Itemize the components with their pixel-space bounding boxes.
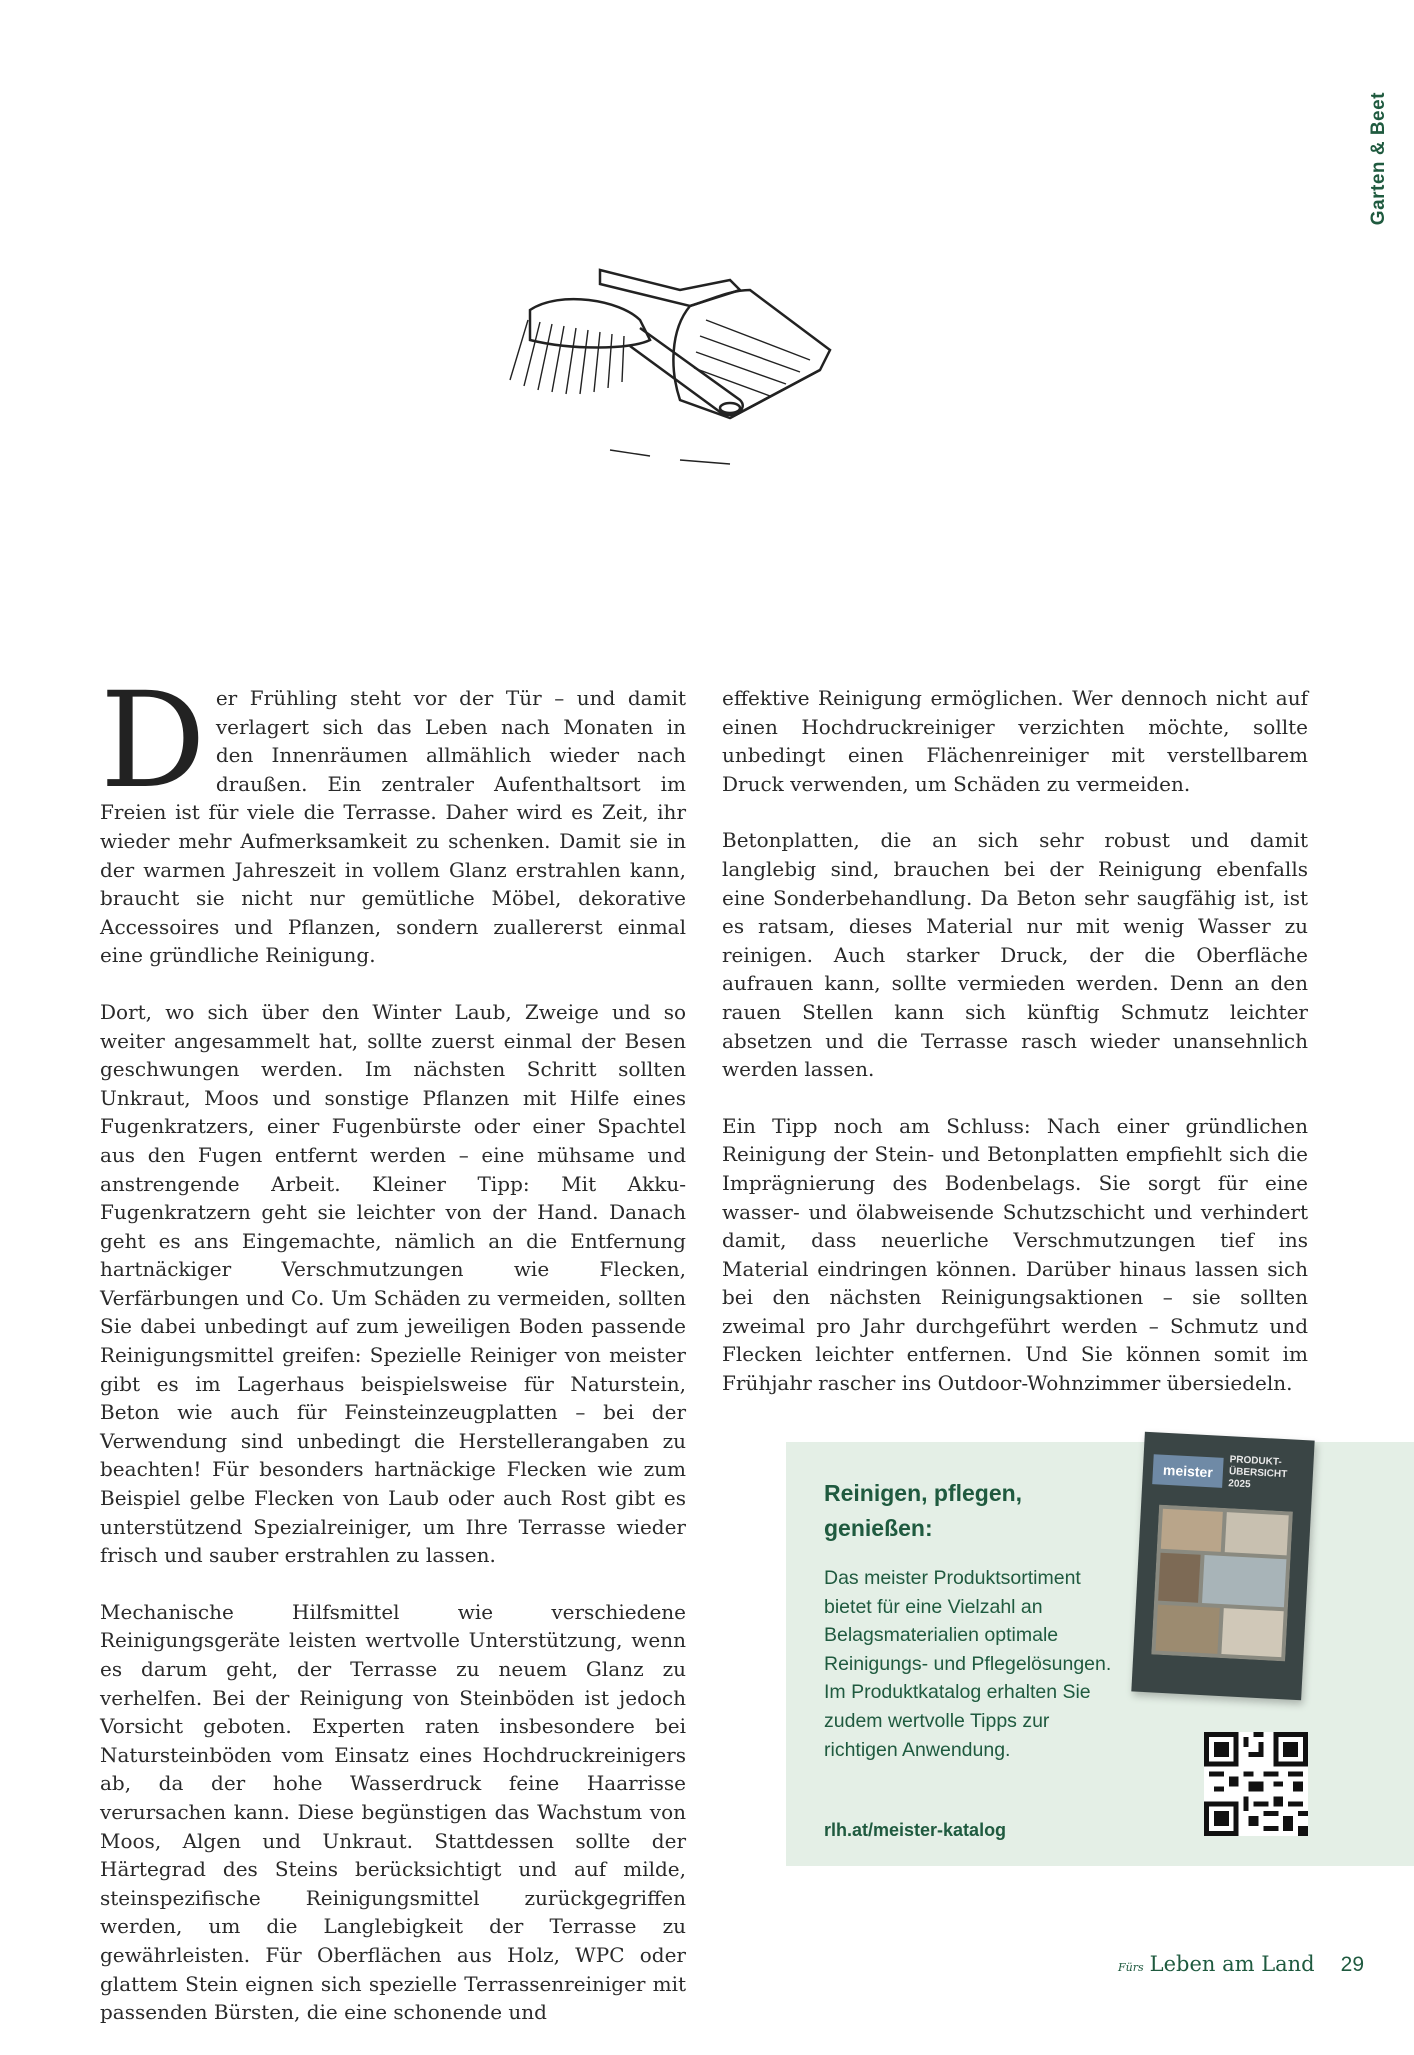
magazine-title: Leben am Land	[1149, 1952, 1315, 1976]
section-label: Garten & Beet	[1368, 92, 1389, 226]
catalog-logo: meister	[1152, 1454, 1223, 1488]
footer-prefix: Fürs	[1118, 1961, 1144, 1974]
page-number: 29	[1340, 1953, 1364, 1976]
article-paragraph: effektive Reinigung ermöglichen. Wer dennoch nicht auf einen Hochdruckreiniger verzichten möchte, sollte unbedingt einen Flächenreiniger mit verstellbarem Druck verwenden, um Schäden zu vermeiden.	[722, 686, 1308, 796]
page-footer	[1118, 1952, 1364, 1982]
info-heading: Reinigen, pflegen, genießen:	[824, 1480, 1023, 1541]
catalog-photo-collage	[1151, 1505, 1293, 1662]
article-paragraph: Mechanische Hilfsmittel wie verschiedene Reinigungsgeräte leisten wertvolle Unterstützung, wenn es darum geht, der Terrasse zu neuem Glanz zu verhelfen. Bei der Reinigung von Steinböden ist jedoch Vorsicht geboten. Experten raten insbesondere bei Natursteinböden vom Einsatz eines Hochdruckreinigers ab, da der hohe Wasserdruck feine Haarrisse verursachen kann. Diese begünstigen das Wachstum von Moos, Algen und Unkraut. Stattdessen sollte der Härtegrad des Steins berücksichtigt und auf milde, steinspezifische Reinigungsmittel zurückgegriffen werden, um die Langlebigkeit der Terrasse zu gewährleisten. Für Oberflächen aus Holz, WPC oder glattem Stein eignen sich spezielle Terrassenreiniger mit passenden Bürsten, die eine schonende und	[100, 1599, 686, 2025]
article-paragraph: Ein Tipp noch am Schluss: Nach einer gründlichen Reinigung der Stein- und Betonplatten empfiehlt sich die Imprägnierung des Bodenbelags. Sie sorgt für eine wasser- und ölabweisende Schutzschicht und verhindert damit, dass neuerliche Verschmutzungen tief ins Material eindringen können. Darüber hinaus lassen sich bei den nächsten Reinigungsaktionen – sie sollten zweimal pro Jahr durchgeführt werden – Schmutz und Flecken leichter entfernen. Und Sie können somit im Frühjahr rascher ins Outdoor-Wohnzimmer übersiedeln.	[722, 1113, 1308, 1396]
article-right-column	[722, 684, 1308, 1426]
qr-code-icon[interactable]	[1204, 1732, 1308, 1836]
product-catalog-cover	[1131, 1432, 1314, 1701]
brush-and-dustpan-illustration	[480, 250, 920, 500]
info-text: Das meister Produktsortiment bietet für eine Vielzahl an Belagsmaterialien optimale Reinigungs- und Pflegelösungen. Im Produktkatalog erhalten Sie zudem wertvolle Tipps zur richtigen Anwendung.	[824, 1567, 1112, 1761]
article-paragraph: Dort, wo sich über den Winter Laub, Zweige und so weiter angesammelt hat, sollte zuerst einmal der Besen geschwungen werden. Im nächsten Schritt sollten Unkraut, Moos und sonstige Pflanzen mit Hilfe eines Fugenkratzers, einer Fugenbürste oder einer Spachtel aus den Fugen entfernt werden – eine mühsame und anstrengende Arbeit. Kleiner Tipp: Mit Akku-Fugenkratzern geht sie leichter von der Hand. Danach geht es ans Eingemachte, nämlich an die Entfernung hartnäckiger Verschmutzungen wie Flecken, Verfärbungen und Co. Um Schäden zu vermeiden, sollten Sie dabei unbedingt auf zum jeweiligen Boden passende Reinigungsmittel greifen: Spezielle Reiniger von meister gibt es im Lagerhaus beispielsweise für Naturstein, Beton wie auch für Feinsteinzeugplatten – bei der Verwendung sind unbedingt die Herstellerangaben zu beachten! Für besonders hartnäckige Flecken wie zum Beispiel gelbe Flecken von Laub oder auch Rost gibt es unterstützend Spezialreiniger, um Ihre Terrasse wieder frisch und sauber erstrahlen zu lassen.	[100, 999, 686, 1568]
drop-cap: D	[100, 664, 206, 818]
catalog-link[interactable]: rlh.at/meister-katalog	[824, 1820, 1007, 1840]
article-paragraph: Der Frühling steht vor der Tür – und damit verlagert sich das Leben nach Monaten in den Innenräumen allmählich wieder nach draußen. Ein zentraler Aufenthaltsort im Freien ist für viele die Terrasse. Daher wird es Zeit, ihr wieder mehr Aufmerksamkeit zu schenken. Damit sie in der warmen Jahreszeit in vollem Glanz erstrahlen kann, braucht sie nicht nur gemütliche Möbel, dekorative Accessoires und Pflanzen, sondern zuallererst einmal eine gründliche Reinigung.	[100, 664, 686, 968]
product-info-box	[786, 1442, 1414, 1866]
catalog-title: PRODUKT-ÜBERSICHT 2025	[1228, 1454, 1288, 1491]
article-paragraph: Betonplatten, die an sich sehr robust und damit langlebig sind, brauchen bei der Reinigung ebenfalls eine Sonderbehandlung. Da Beton sehr saugfähig ist, ist es ratsam, dieses Material nur mit wenig Wasser zu reinigen. Auch starker Druck, der die Oberfläche aufrauen kann, sollte vermieden werden. Denn an den rauen Stellen kann sich künftig Schmutz leichter absetzen und die Terrasse rasch wieder unansehnlich werden lassen.	[722, 828, 1308, 1082]
article-left-column	[100, 664, 686, 2055]
